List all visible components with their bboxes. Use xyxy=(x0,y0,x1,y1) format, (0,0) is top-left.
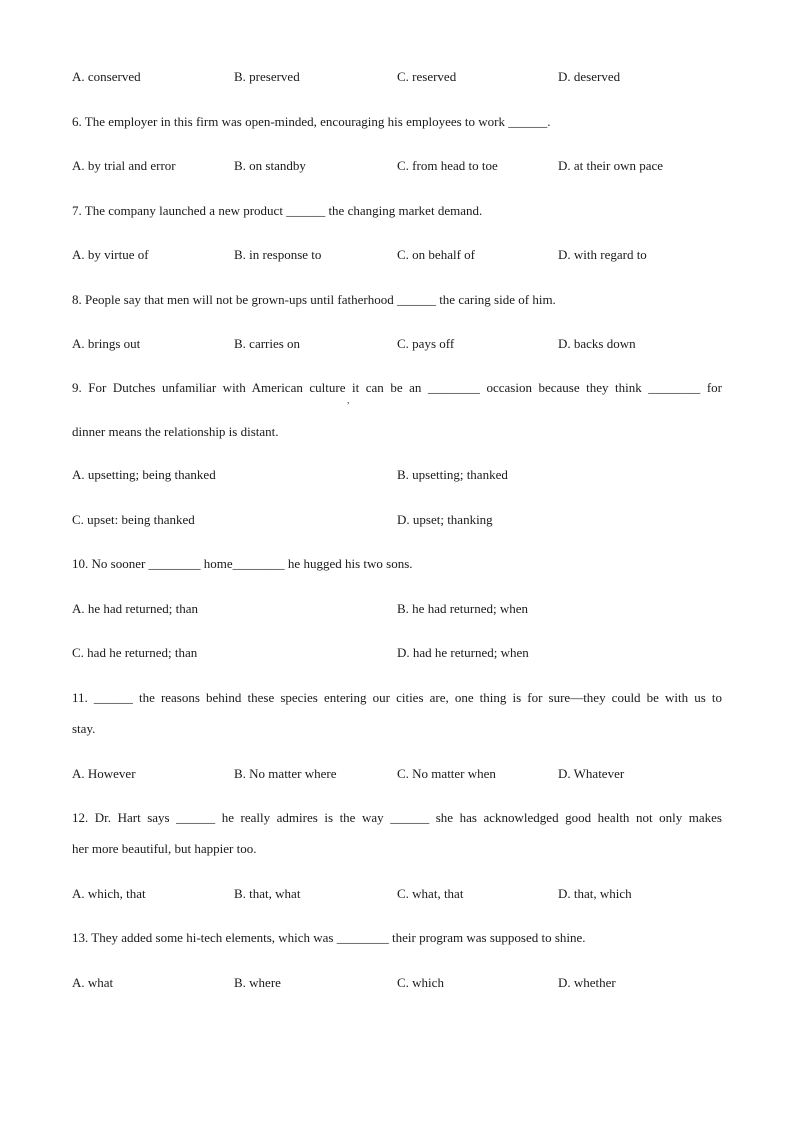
question-6: 6. The employer in this firm was open-minded, encouraging his employees to work ______. xyxy=(72,114,551,129)
option-a[interactable]: A. which, that xyxy=(72,886,146,901)
option-c[interactable]: C. from head to toe xyxy=(397,158,498,173)
option-d[interactable]: D. deserved xyxy=(558,69,621,84)
option-b[interactable]: B. preserved xyxy=(234,69,300,84)
question-11-line-1: 11. ______ the reasons behind these species entering our cities are, one thing is for sure—they could be with us to xyxy=(72,690,722,705)
option-d[interactable]: D. whether xyxy=(558,975,616,990)
option-a[interactable]: A. by virtue of xyxy=(72,247,149,262)
option-a[interactable]: A. brings out xyxy=(72,336,141,351)
option-c[interactable]: C. what, that xyxy=(397,886,464,901)
option-b[interactable]: B. in response to xyxy=(234,247,322,262)
question-10: 10. No sooner ________ home________ he hugged his two sons. xyxy=(72,556,413,571)
option-c[interactable]: C. which xyxy=(397,975,444,990)
question-9-line-1: 9. For Dutches unfamiliar with American culture it can be an ________ occasion because they think ________ for xyxy=(72,380,722,395)
option-d[interactable]: D. upset; thanking xyxy=(397,512,493,527)
option-b[interactable]: B. No matter where xyxy=(234,766,337,781)
option-b[interactable]: B. on standby xyxy=(234,158,306,173)
option-d[interactable]: D. that, which xyxy=(558,886,632,901)
option-d[interactable]: D. with regard to xyxy=(558,247,647,262)
option-a[interactable]: A. conserved xyxy=(72,69,141,84)
question-13: 13. They added some hi-tech elements, which was ________ their program was supposed to shine. xyxy=(72,930,586,945)
option-c[interactable]: C. pays off xyxy=(397,336,455,351)
option-d[interactable]: D. at their own pace xyxy=(558,158,664,173)
question-8: 8. People say that men will not be grown-ups until fatherhood ______ the caring side of him. xyxy=(72,292,556,307)
question-12-line-1: 12. Dr. Hart says ______ he really admires is the way ______ she has acknowledged good health not only makes xyxy=(72,810,722,825)
option-d[interactable]: D. backs down xyxy=(558,336,636,351)
option-a[interactable]: A. by trial and error xyxy=(72,158,176,173)
option-a[interactable]: A. However xyxy=(72,766,136,781)
option-c[interactable]: C. No matter when xyxy=(397,766,496,781)
stray-comma-mark: , xyxy=(347,395,350,405)
question-11-line-2: stay. xyxy=(72,721,96,736)
option-a[interactable]: A. what xyxy=(72,975,114,990)
option-d[interactable]: D. Whatever xyxy=(558,766,625,781)
option-b[interactable]: B. carries on xyxy=(234,336,301,351)
option-c[interactable]: C. upset: being thanked xyxy=(72,512,195,527)
option-d[interactable]: D. had he returned; when xyxy=(397,645,529,660)
option-b[interactable]: B. upsetting; thanked xyxy=(397,467,508,482)
option-a[interactable]: A. he had returned; than xyxy=(72,601,198,616)
question-7: 7. The company launched a new product ______ the changing market demand. xyxy=(72,203,483,218)
question-12-line-2: her more beautiful, but happier too. xyxy=(72,841,257,856)
option-b[interactable]: B. he had returned; when xyxy=(397,601,529,616)
option-c[interactable]: C. on behalf of xyxy=(397,247,475,262)
option-a[interactable]: A. upsetting; being thanked xyxy=(72,467,216,482)
question-9-line-2: dinner means the relationship is distant. xyxy=(72,424,279,439)
option-b[interactable]: B. that, what xyxy=(234,886,301,901)
option-c[interactable]: C. reserved xyxy=(397,69,457,84)
option-b[interactable]: B. where xyxy=(234,975,281,990)
option-c[interactable]: C. had he returned; than xyxy=(72,645,198,660)
